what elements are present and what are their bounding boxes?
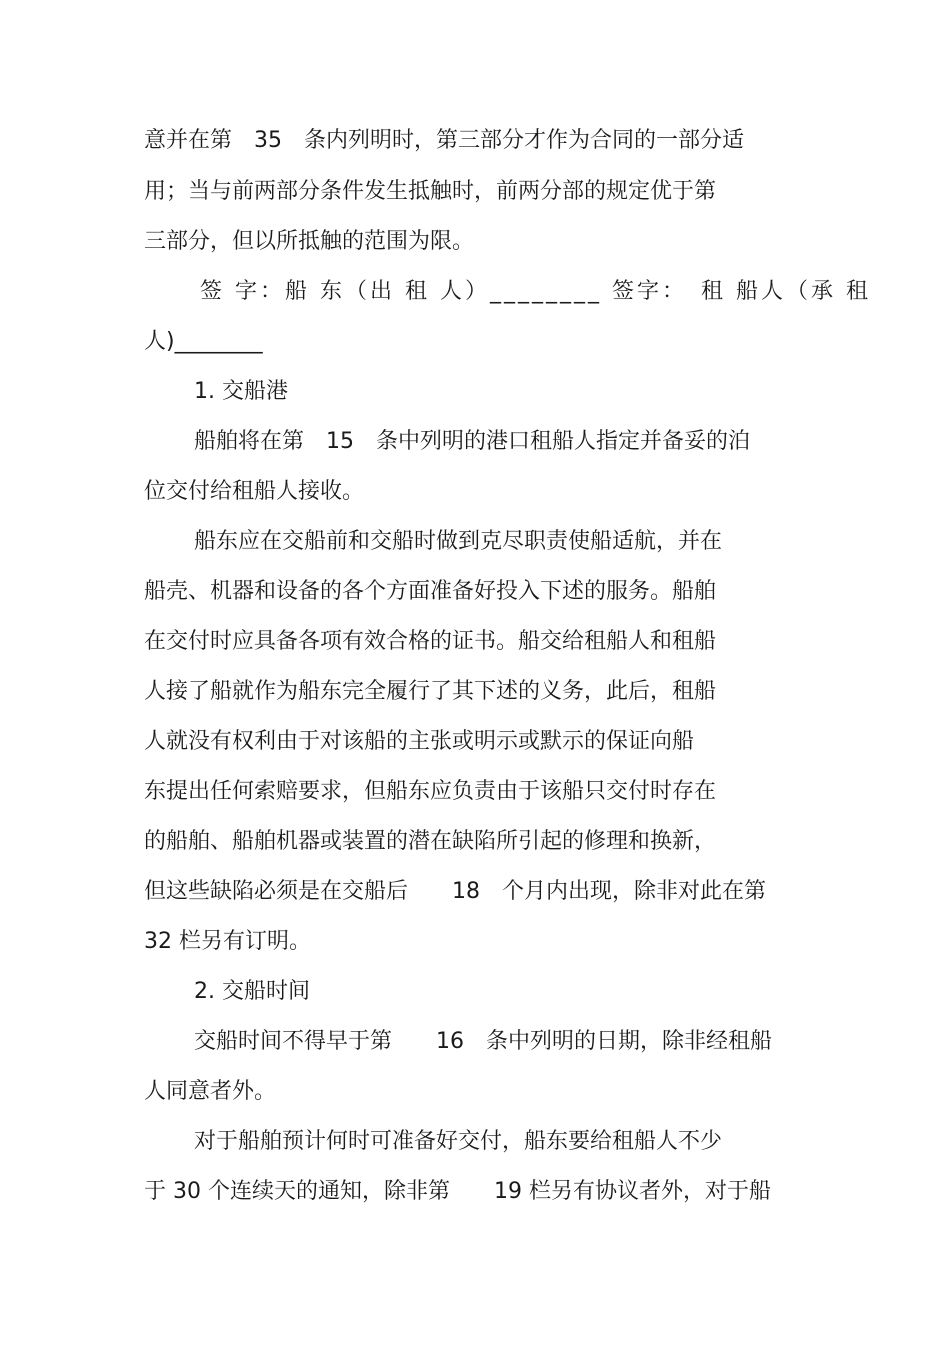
text-line: 人就没有权利由于对该船的主张或明示或默示的保证向船 [144,729,695,754]
signature-line-cont: 人)________ [144,329,263,354]
text-line: 位交付给租船人接收。 [144,479,365,504]
text-line: 32 栏另有订明。 [144,929,311,954]
section-heading-2: 2. 交船时间 [194,979,310,1004]
text-line: 船壳、机器和设备的各个方面准备好投入下述的服务。船舶 [144,579,717,604]
text-line: 交船时间不得早于第 16 条中列明的日期，除非经租船 [194,1029,772,1054]
text-line: 人同意者外。 [144,1079,277,1104]
section-heading-1: 1. 交船港 [194,379,288,404]
text-line: 船舶将在第 15 条中列明的港口租船人指定并备妥的泊 [194,429,750,454]
text-line: 但这些缺陷必须是在交船后 18 个月内出现，除非对此在第 [144,879,766,904]
text-line: 人接了船就作为船东完全履行了其下述的义务，此后，租船 [144,679,717,704]
text-line: 船东应在交船前和交船时做到克尽职责使船适航，并在 [194,529,723,554]
text-line: 于 30 个连续天的通知，除非第 19 栏另有协议者外，对于船 [144,1179,771,1204]
text-line: 意并在第 35 条内列明时，第三部分才作为合同的一部分适 [144,128,744,153]
text-line: 对于船舶预计何时可准备好交付，船东要给租船人不少 [194,1129,723,1154]
text-line: 东提出任何索赔要求，但船东应负责由于该船只交付时存在 [144,779,717,804]
text-line: 在交付时应具备各项有效合格的证书。船交给租船人和租船 [144,629,717,654]
text-line: 三部分，但以所抵触的范围为限。 [144,229,475,254]
text-line: 用；当与前两部分条件发生抵触时，前两分部的规定优于第 [144,179,717,204]
text-line: 的船舶、船舶机器或装置的潜在缺陷所引起的修理和换新， [144,829,717,854]
signature-line: 签 字：船 东（出 租 人）________ 签字： 租 船人（承 租 [200,279,871,304]
